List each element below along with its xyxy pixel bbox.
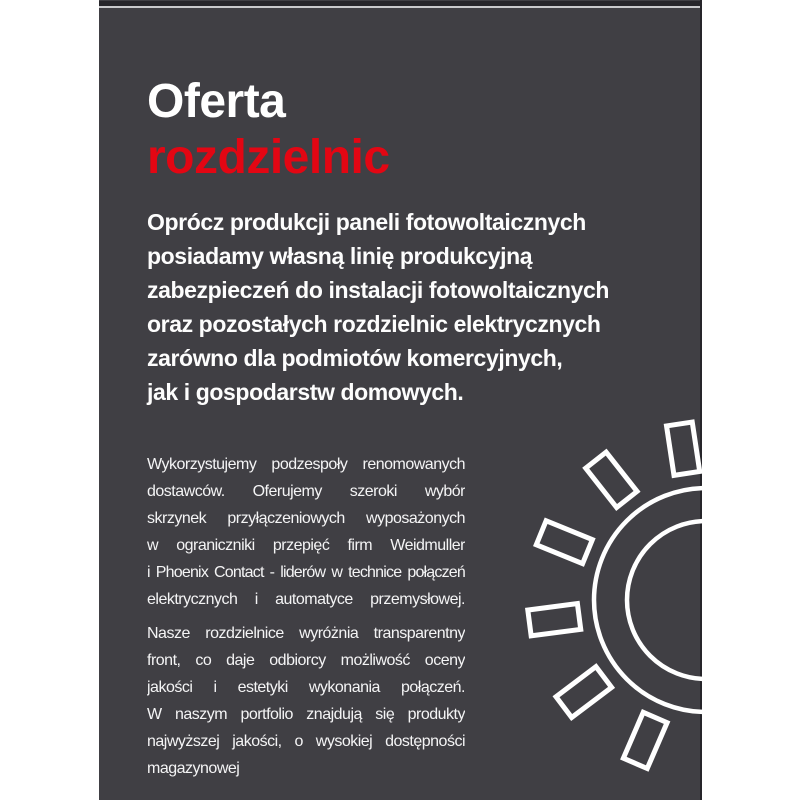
text-line: Oprócz produkcji paneli fotowoltaicznych (147, 209, 586, 235)
text-line: Wykorzystujemy podzespoły renomowanych (147, 456, 465, 473)
text-line: i Phoenix Contact - liderów w technice połączeń (147, 564, 465, 581)
text-line: front, co daje odbiorcy możliwość oceny (147, 652, 465, 669)
text-line: zabezpieczeń do instalacji fotowoltaicznych (147, 277, 610, 303)
paragraph-quality (147, 620, 465, 782)
title-line-accent: rozdzielnic (147, 131, 390, 185)
text-line: posiadamy własną linię produkcyjną (147, 243, 533, 269)
text-line: jak i gospodarstw domowych. (147, 379, 464, 405)
text-line: jakości i estetyki wykonania połączeń. (147, 679, 465, 696)
text-line: dostawców. Oferujemy szeroki wybór (147, 483, 465, 500)
panel-right-edge (700, 0, 702, 800)
text-line: elektrycznych i automatyce przemysłowej. (147, 591, 465, 608)
text-line: w ograniczniki przepięć firm Weidmuller (147, 537, 465, 554)
text-line: najwyższej jakości, o wysokiej dostępności (147, 733, 465, 750)
text-line: zarówno dla podmiotów komercyjnych, (147, 345, 563, 371)
panel-top-edge-light (99, 6, 702, 8)
text-line: W naszym portfolio znajdują się produkty (147, 706, 465, 723)
text-line: Nasze rozdzielnice wyróżnia transparentny (147, 625, 465, 642)
lead-paragraph (147, 205, 609, 409)
paragraph-suppliers (147, 451, 465, 613)
text-line: skrzynek przyłączeniowych wyposażonych (147, 510, 465, 527)
text-line: magazynowej (147, 760, 240, 777)
page-title (147, 74, 390, 186)
title-line-primary: Oferta (147, 75, 286, 129)
text-line: oraz pozostałych rozdzielnic elektrycznych (147, 311, 601, 337)
brochure-panel (99, 0, 702, 800)
